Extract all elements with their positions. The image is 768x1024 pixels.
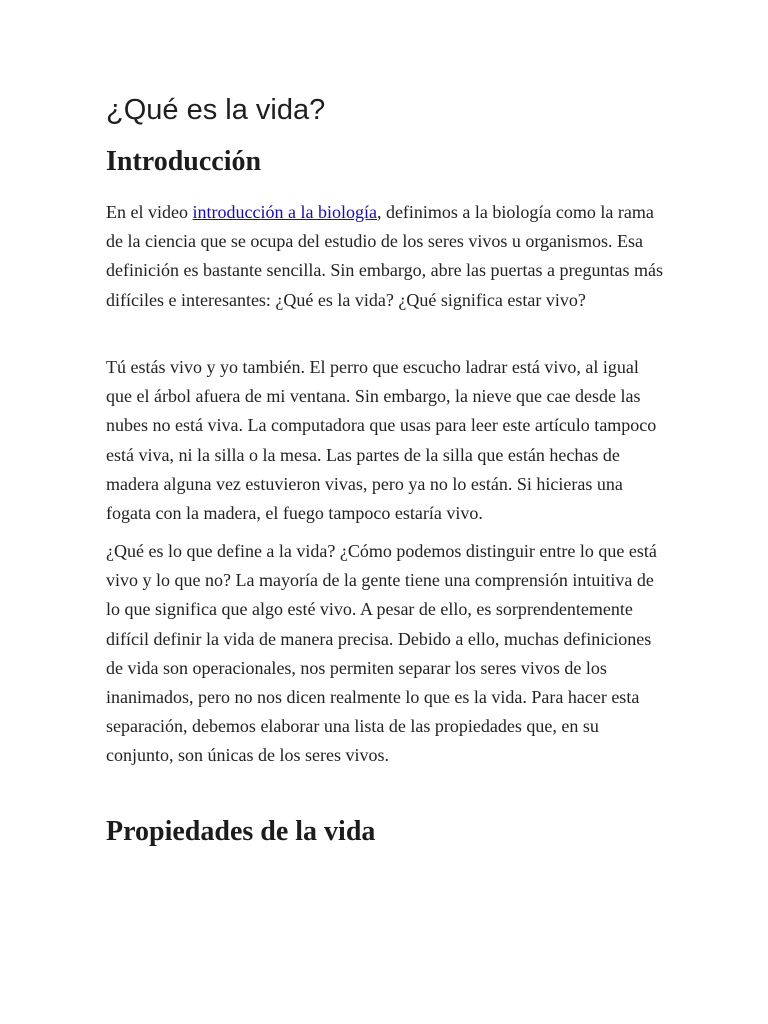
intro-paragraph-3: ¿Qué es lo que define a la vida? ¿Cómo podemos distinguir entre lo que está vivo y lo que no? La mayoría de la gente tiene una comprensión intuitiva de lo que significa que algo esté vivo. A pesar de ello, es sorprendentemente difícil definir la vida de manera precisa. Debido a ello, muchas definiciones de vida son operacionales, nos permiten separar los seres vivos de los inanimados, pero no nos dicen realmente lo que es la vida. Para hacer esta separación, debemos elaborar una lista de las propiedades que, en su conjunto, son únicas de los seres vivos. (106, 541, 657, 766)
intro-heading: Introducción (106, 146, 262, 177)
paragraph-1-text-start: En el video (106, 202, 193, 222)
intro-paragraph-2: Tú estás vivo y yo también. El perro que escucho ladrar está vivo, al igual que el árbol afuera de mi ventana. Sin embargo, la nieve que cae desde las nubes no está viva. La computadora que usas para leer este artículo tampoco está viva, ni la silla o la mesa. Las partes de la silla que están hechas de madera alguna vez estuvieron vivas, pero ya no lo están. Si hicieras una fogata con la madera, el fuego tampoco estaría vivo. (106, 357, 657, 524)
biology-intro-link[interactable]: introducción a la biología (192, 202, 377, 222)
page-title: ¿Qué es la vida? (106, 94, 326, 126)
paragraph-1-text-end: , definimos a la biología como la rama de la ciencia que se ocupa del estudio de los seres vivos u organismos. Esa definición es bastante sencilla. Sin embargo, abre las puertas a preguntas más difíciles e interesantes: ¿Qué es la vida? ¿Qué significa estar vivo? (106, 202, 663, 310)
intro-paragraph-1 (106, 198, 666, 315)
properties-heading: Propiedades de la vida (106, 816, 376, 847)
